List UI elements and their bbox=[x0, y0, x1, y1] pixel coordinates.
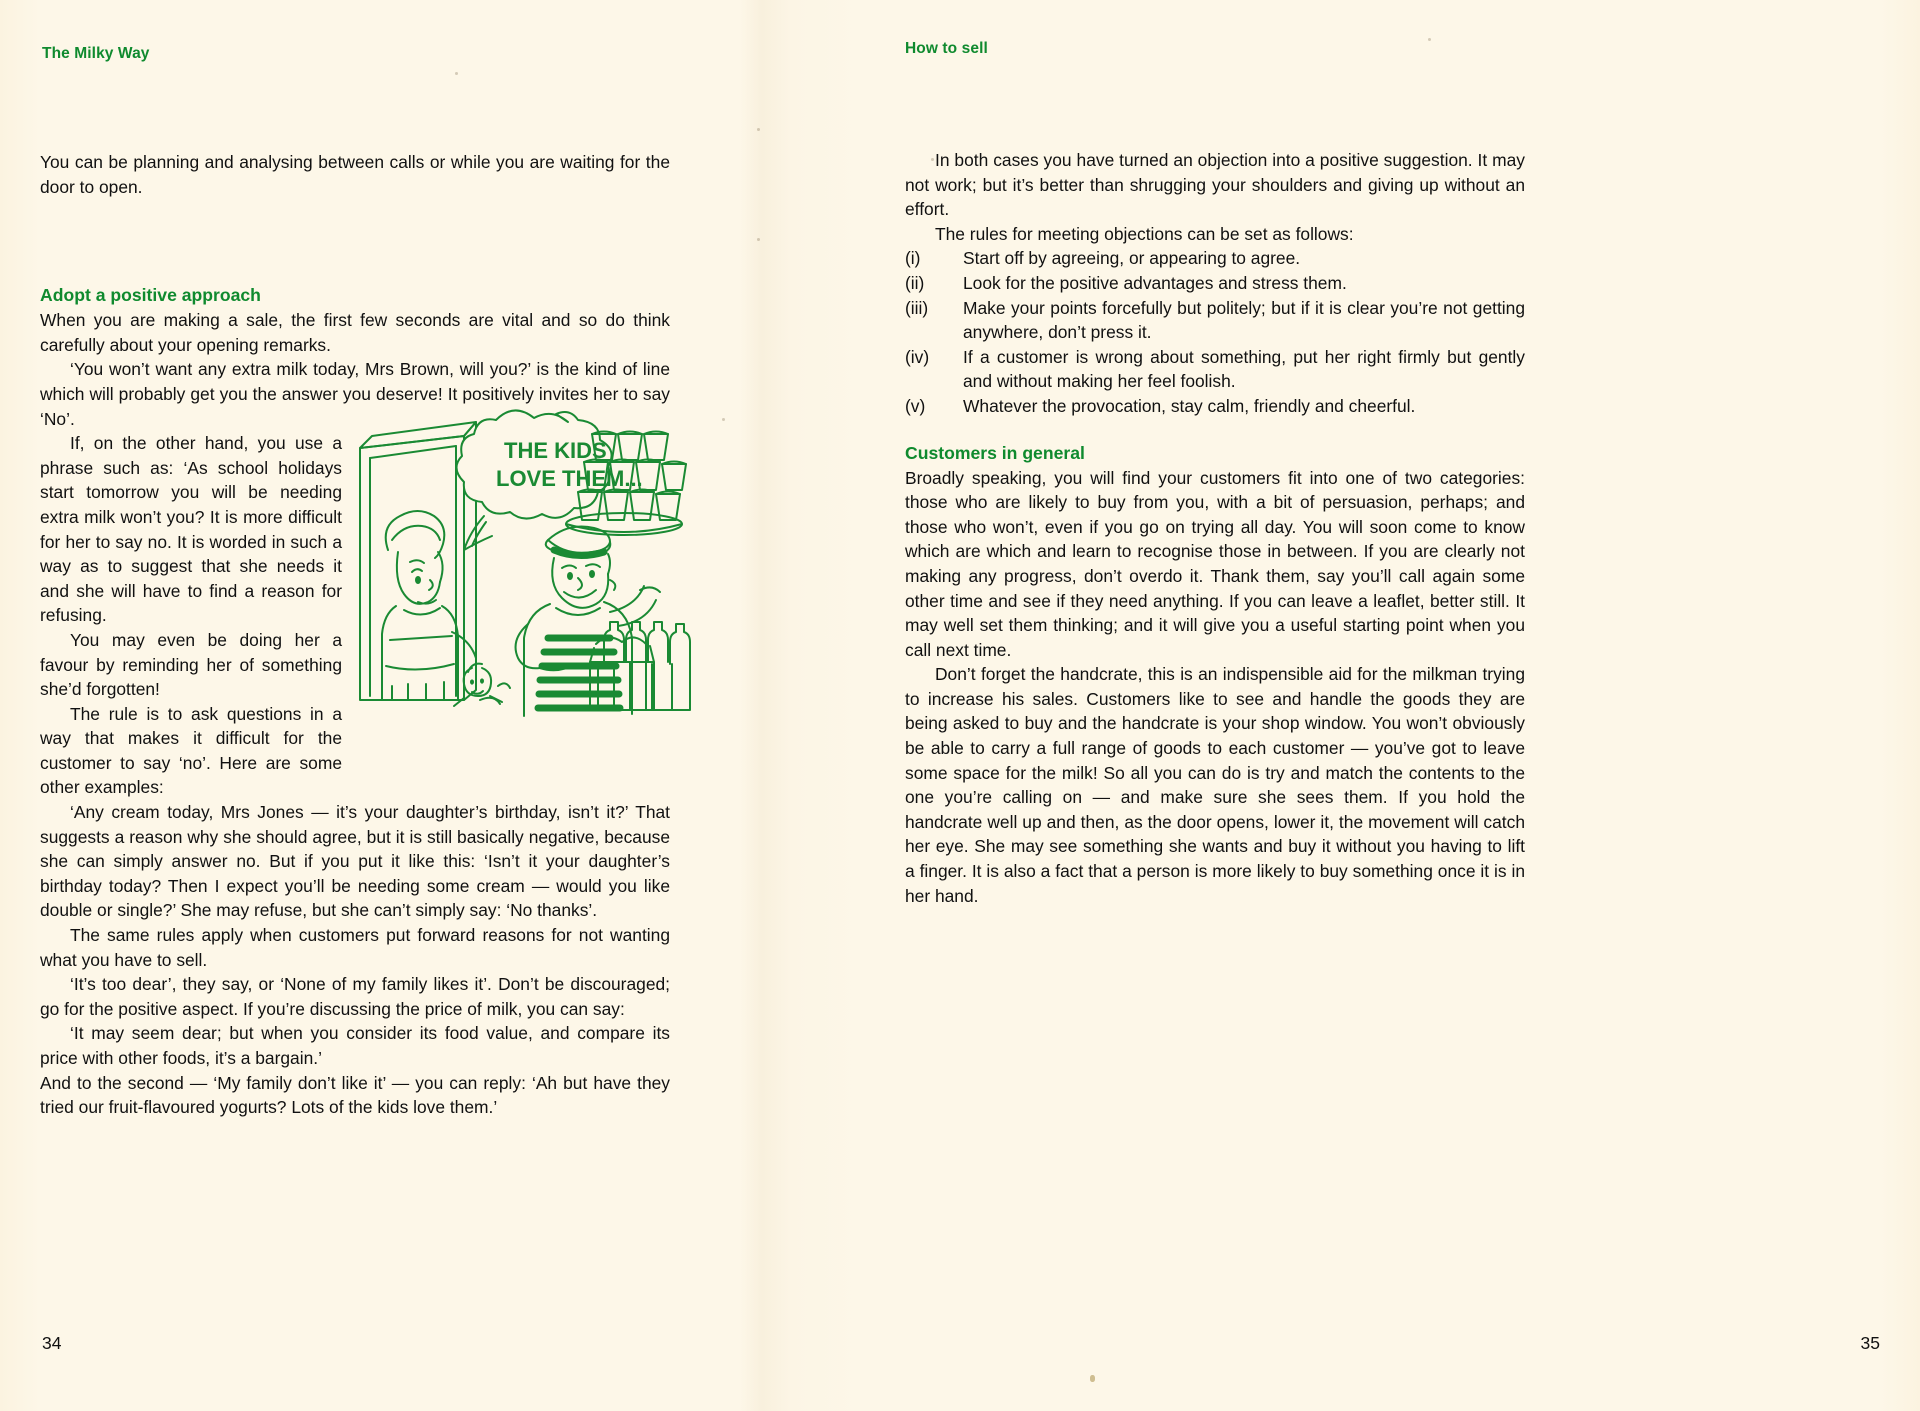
rule-text-iii: Make your points forcefully but politely; but if it is clear you’re not getting anywhere, don’t press it. bbox=[963, 297, 1525, 343]
section-heading-adopt-positive-approach: Adopt a positive approach bbox=[40, 285, 261, 306]
rules-list bbox=[905, 246, 1525, 418]
paragraph-8: ‘It’s too dear’, they say, or ‘None of my family likes it’. Don’t be discouraged; go for the positive aspect. If you’re discussing the price of milk, you can say: bbox=[40, 974, 670, 1019]
rule-item-iii bbox=[905, 296, 1525, 345]
paragraph-1: When you are making a sale, the first few seconds are vital and so do think carefully about your opening remarks. bbox=[40, 310, 670, 355]
rule-item-i bbox=[905, 246, 1525, 271]
paragraph-3: If, on the other hand, you use a phrase such as: ‘As school holidays start tomorrow you will be needing extra milk won’t you? It is more difficult for her to say no. It is worded in such a way as to suggest that she needs it and she will have to find a reason for refusing. bbox=[40, 433, 342, 626]
paragraph-broadly-speaking: Broadly speaking, you will find your customers fit into one of two categories: those who are likely to buy from you, with a bit of persuasion, perhaps; and those who won’t, even if you go on trying all day. You will soon come to know which are which and learn to recognise those in between. If you are clearly not making any progress, don’t overdo it. Thank them, say you’ll call again some other time and see if they need anything. If you can leave a leaflet, better still. It may well set them thinking; and it will give you a useful starting point when you call next time. bbox=[905, 467, 1525, 660]
rule-numeral-iv: (iv) bbox=[905, 346, 930, 367]
speech-bubble-line-2: LOVE THEM... bbox=[496, 466, 643, 491]
running-head-left: The Milky Way bbox=[42, 45, 150, 62]
rule-item-iv bbox=[905, 345, 1525, 394]
left-page bbox=[0, 0, 790, 1411]
paragraph-6: ‘Any cream today, Mrs Jones — it’s your daughter’s birthday, isn’t it?’ That suggests a reason why she should agree, but it is still basically negative, because she can simply answer no. But if you put it like this: ‘Isn’t it your daughter’s birthday today? Then I expect you’ll be needing some cream — would you like double or single?’ She may refuse, but she can’t simply say: ‘No thanks’. bbox=[40, 802, 670, 921]
milkman-cartoon-illustration bbox=[352, 400, 692, 720]
paragraph-7: The same rules apply when customers put forward reasons for not wanting what you have to sell. bbox=[40, 925, 670, 970]
rule-numeral-ii: (ii) bbox=[905, 272, 925, 293]
rule-text-ii: Look for the positive advantages and stress them. bbox=[963, 272, 1347, 293]
rule-text-v: Whatever the provocation, stay calm, friendly and cheerful. bbox=[963, 395, 1416, 416]
speech-bubble bbox=[456, 410, 642, 550]
right-page bbox=[860, 0, 1920, 1411]
rule-numeral-iii: (iii) bbox=[905, 297, 929, 318]
paragraph-4: You may even be doing her a favour by reminding her of something she’d forgotten! bbox=[40, 629, 342, 700]
paragraph-2: ‘You won’t want any extra milk today, Mrs Brown, will you?’ is the kind of line which will probably get you the answer you deserve! It positively invites her to say ‘No’. bbox=[40, 359, 670, 429]
paragraph-10: And to the second — ‘My family don’t like it’ — you can reply: ‘Ah but have they tried our fruit-flavoured yogurts? Lots of the kids love them.’ bbox=[40, 1072, 670, 1118]
paragraph-5: The rule is to ask questions in a way that makes it difficult for the customer to say ‘no’. Here are some other examples: bbox=[40, 703, 342, 798]
paragraph-9: ‘It may seem dear; but when you consider its food value, and compare its price with other foods, it’s a bargain.’ bbox=[40, 1023, 670, 1068]
rule-item-ii bbox=[905, 271, 1525, 296]
intro-paragraph: You can be planning and analysing between calls or while you are waiting for the door to open. bbox=[40, 152, 670, 197]
toddler-figure bbox=[454, 664, 510, 706]
folio-right: 35 bbox=[1860, 1333, 1880, 1353]
section-heading-customers-in-general: Customers in general bbox=[905, 442, 1085, 463]
rule-text-i: Start off by agreeing, or appearing to agree. bbox=[963, 248, 1301, 269]
rule-item-v bbox=[905, 394, 1525, 419]
rule-numeral-i: (i) bbox=[905, 248, 921, 269]
folio-left: 34 bbox=[42, 1333, 62, 1353]
paragraph-rules-lead-in: The rules for meeting objections can be set as follows: bbox=[935, 223, 1354, 244]
right-column-text bbox=[905, 148, 1525, 908]
housewife-figure bbox=[382, 511, 476, 700]
speech-bubble-line-1: THE KIDS bbox=[504, 438, 607, 463]
paragraph-handcrate: Don’t forget the handcrate, this is an indispensible aid for the milkman trying to increase his sales. Customers like to see and handle the goods they are being asked to buy and the handcrate is your shop window. You won’t obviously be able to carry a full range of goods to each customer — you’ve got to leave some space for the milk! So all you can do is try and match the contents to the one you’re calling on — and make sure she sees them. If you hold the handcrate well up and then, as the door opens, lower it, the movement will catch her eye. She may see something she wants and buy it without you having to lift a finger. It is also a fact that a person is more likely to buy something once it is in her hand. bbox=[905, 664, 1525, 906]
running-head-right: How to sell bbox=[905, 40, 988, 57]
paragraph-in-both-cases: In both cases you have turned an objection into a positive suggestion. It may not work; but it’s better than shrugging your shoulders and giving up without an effort. bbox=[905, 150, 1525, 220]
rule-numeral-v: (v) bbox=[905, 395, 926, 416]
rule-text-iv: If a customer is wrong about something, put her right firmly but gently and without making her feel foolish. bbox=[963, 346, 1525, 392]
